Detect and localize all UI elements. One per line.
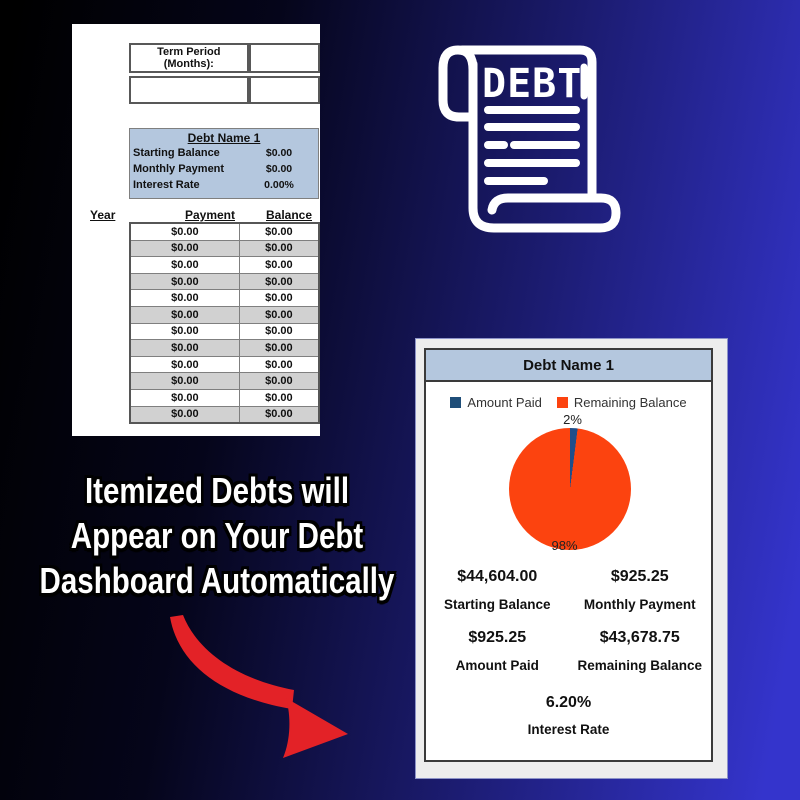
pie-legend — [426, 395, 711, 410]
headline-line-3: Dashboard Automatically — [39, 560, 395, 601]
monthly-payment-stat-value: $925.25 — [610, 568, 669, 585]
balance-cell[interactable]: $0.00 — [239, 257, 319, 274]
balance-cell[interactable]: $0.00 — [239, 340, 319, 357]
amount-paid-stat-value: $925.25 — [468, 629, 527, 646]
debt-dashboard-card — [424, 348, 713, 762]
schedule-row — [130, 389, 319, 406]
dashboard-stats — [426, 568, 711, 737]
monthly-payment-label: Monthly Payment — [133, 163, 225, 175]
schedule-row — [130, 323, 319, 340]
starting-balance-label: Starting Balance — [133, 147, 220, 159]
balance-cell[interactable]: $0.00 — [239, 223, 319, 240]
dashboard-frame — [415, 338, 728, 779]
payment-cell[interactable]: $0.00 — [130, 323, 239, 340]
schedule-row — [130, 240, 319, 257]
headline — [39, 468, 395, 603]
schedule-row — [130, 356, 319, 373]
term-row2-left-cell[interactable] — [129, 76, 249, 104]
payment-cell[interactable]: $0.00 — [130, 340, 239, 357]
starting-balance-stat-label: Starting Balance — [443, 597, 551, 612]
summary-row-monthly-payment — [133, 161, 315, 177]
starting-balance-value[interactable]: $0.00 — [265, 147, 293, 159]
schedule-row — [130, 406, 319, 423]
schedule-row — [130, 306, 319, 323]
summary-row-starting-balance — [133, 145, 315, 161]
balance-cell[interactable]: $0.00 — [239, 323, 319, 340]
balance-cell[interactable]: $0.00 — [239, 306, 319, 323]
legend-amount-paid — [450, 395, 541, 410]
schedule-row — [130, 373, 319, 390]
stat-interest-rate — [426, 694, 711, 737]
headline-line-1: Itemized Debts will — [84, 470, 350, 511]
payment-cell[interactable]: $0.00 — [130, 406, 239, 423]
amount-paid-stat-label: Amount Paid — [455, 658, 539, 673]
balance-cell[interactable]: $0.00 — [239, 356, 319, 373]
monthly-payment-stat-label: Monthly Payment — [583, 597, 696, 612]
schedule-row — [130, 273, 319, 290]
payment-cell[interactable]: $0.00 — [130, 273, 239, 290]
payment-column-header: Payment — [184, 208, 236, 222]
dashboard-card-title: Debt Name 1 — [426, 350, 711, 382]
remaining-balance-swatch-icon — [557, 397, 568, 408]
payment-cell[interactable]: $0.00 — [130, 373, 239, 390]
term-period-value-cell[interactable] — [249, 43, 320, 73]
legend-remaining-balance — [557, 395, 687, 410]
debt-summary-box — [129, 128, 319, 199]
monthly-payment-value[interactable]: $0.00 — [265, 163, 293, 175]
balance-column-header: Balance — [265, 208, 313, 222]
payment-cell[interactable]: $0.00 — [130, 290, 239, 307]
interest-rate-stat-value: 6.20% — [545, 694, 592, 711]
pie-large-slice-label: 98% — [551, 538, 578, 553]
payment-cell[interactable]: $0.00 — [130, 356, 239, 373]
summary-row-interest-rate — [133, 177, 315, 193]
scroll-text-lines — [488, 110, 576, 181]
starting-balance-stat-value: $44,604.00 — [457, 568, 538, 585]
amount-paid-swatch-icon — [450, 397, 461, 408]
stat-monthly-payment — [569, 568, 712, 612]
balance-cell[interactable]: $0.00 — [239, 406, 319, 423]
balance-cell[interactable]: $0.00 — [239, 273, 319, 290]
payment-cell[interactable]: $0.00 — [130, 389, 239, 406]
balance-cell[interactable]: $0.00 — [239, 373, 319, 390]
debt-pie-chart — [509, 428, 631, 550]
payment-cell[interactable]: $0.00 — [130, 223, 239, 240]
stat-starting-balance — [426, 568, 569, 612]
schedule-row — [130, 257, 319, 274]
year-column-header: Year — [90, 208, 116, 222]
interest-rate-value[interactable]: 0.00% — [264, 179, 294, 191]
interest-rate-stat-label: Interest Rate — [527, 722, 610, 737]
debt-icon-text: DEBT — [482, 61, 583, 107]
red-arrow-icon — [150, 605, 370, 770]
stat-amount-paid — [426, 629, 569, 673]
debt-summary-title: Debt Name 1 — [187, 131, 261, 145]
pie-small-slice-label: 2% — [563, 412, 582, 427]
schedule-row — [130, 223, 319, 240]
stat-remaining-balance — [569, 629, 712, 673]
term-period-table — [129, 40, 320, 107]
schedule-headers — [72, 208, 320, 222]
payment-schedule-table — [129, 222, 320, 424]
balance-cell[interactable]: $0.00 — [239, 389, 319, 406]
debt-scroll-icon — [432, 40, 632, 240]
payment-cell[interactable]: $0.00 — [130, 257, 239, 274]
payment-cell[interactable]: $0.00 — [130, 240, 239, 257]
headline-line-2: Appear on Your Debt — [70, 515, 364, 556]
payment-cell[interactable]: $0.00 — [130, 306, 239, 323]
interest-rate-label: Interest Rate — [133, 179, 200, 191]
schedule-row — [130, 340, 319, 357]
pie-chart-area — [426, 412, 711, 564]
legend-amount-paid-label: Amount Paid — [467, 395, 542, 410]
term-period-label: Term Period (Months): — [129, 43, 249, 73]
spreadsheet-panel — [72, 24, 320, 436]
balance-cell[interactable]: $0.00 — [239, 290, 319, 307]
remaining-balance-stat-value: $43,678.75 — [599, 629, 680, 646]
legend-remaining-balance-label: Remaining Balance — [573, 395, 687, 410]
schedule-row — [130, 290, 319, 307]
balance-cell[interactable]: $0.00 — [239, 240, 319, 257]
remaining-balance-stat-label: Remaining Balance — [577, 658, 703, 673]
term-row2-right-cell[interactable] — [249, 76, 320, 104]
